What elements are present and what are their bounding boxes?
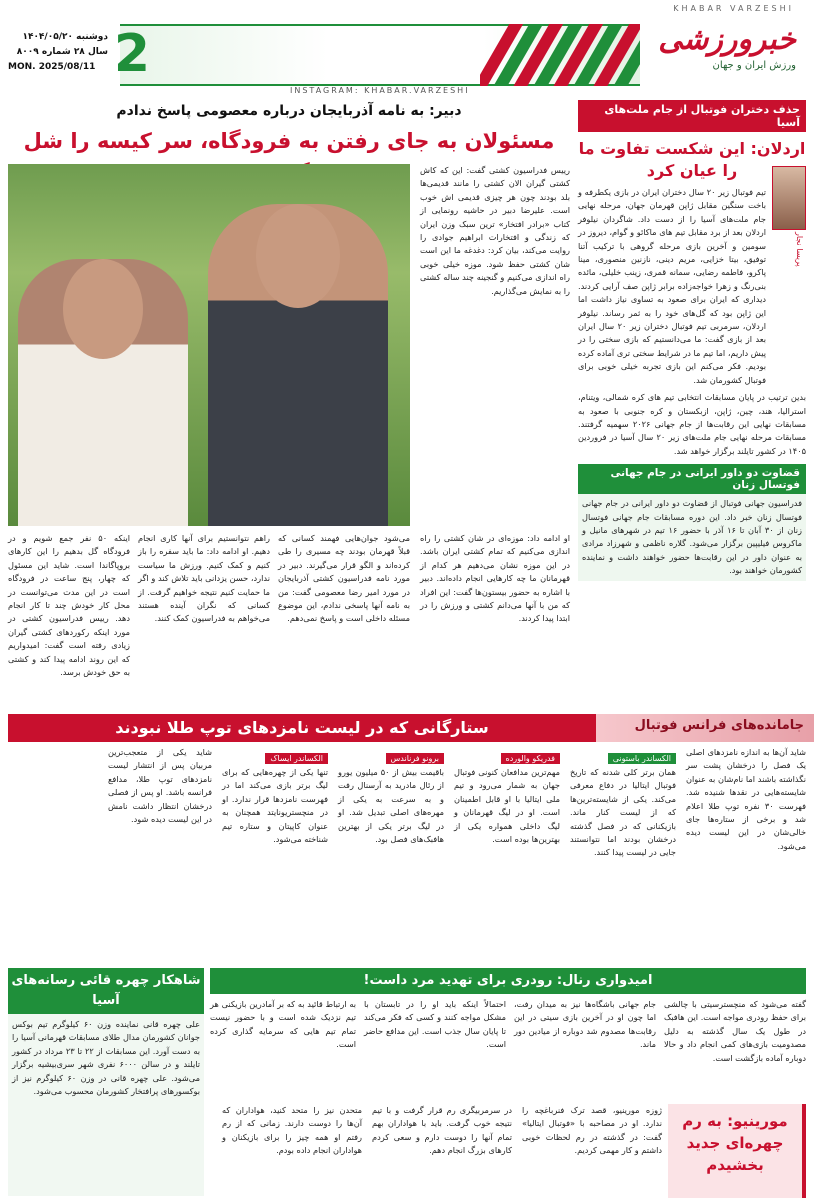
mourinho-col-3: متحدن نیز را متحد کنید، هواداران که آن‌ها را دوست دارند. زمانی که از رم رفتم او همه چیز را برای بازیکنان و هواداران انجام داده بودم. xyxy=(222,1105,362,1156)
masthead-stripes xyxy=(480,24,640,86)
boxing-title[interactable]: شاهکار چهره قائی رسانه‌های آسیا xyxy=(8,968,204,1014)
wrestling-headline[interactable]: مسئولان به جای رفتن به فرودگاه، سر کیسه را شل xyxy=(23,129,555,153)
boxing-box xyxy=(8,968,204,1198)
boxing-body: علی چهره قانی نماینده وزن ۶۰ کیلوگرم تیم بوکس جوانان کشورمان مدال طلای مسابقات قهرمانی آسیا را به دست آورد. این مسابقات از ۲۲ تا ۲۳ مرداد در کشور تایلند و در سالن ۶۰۰۰ نفری شهر سری‌بیشیه برگزار می‌شود. علی چهره قانی در وزن ۶۰ کیلوگرم نیز از بوکسورهای پرافتخار کشورمان محسوب می‌شود. xyxy=(8,1014,204,1196)
ballon-col-3-wrap xyxy=(454,746,560,846)
tag-bruno: برونو فرناندس xyxy=(386,753,445,764)
wrestling-col-5: اینکه ۵۰ نفر جمع شویم و در فرودگاه گل بدهیم را این کارهای بروپاگاندا است. شاید این مسئول که چهار، پنج ساعت در فرودگاه است در این مدت می‌توانست در محل کار خودش چند تا کار انجام دهد. رییس فدراسیون کشتی در مورد اینکه رکوردهای کشتی گیران زیادی رفته است گفت: امیدواریم که این روند ادامه پیدا کند و کشتی به حق خودش برسد. xyxy=(8,533,130,678)
ballon-dor-banner xyxy=(0,714,814,742)
logo-text: خبرورزشی xyxy=(658,22,796,57)
ballon-col-3: مهم‌ترین مدافعان کنونی فوتبال جهان به شمار می‌رود و تیم ملی ایتالیا با او قابل اطمینان است. او در لیگ قهرمانان و لیگ داخلی همواره یکی از بهترین‌ها بوده است. xyxy=(454,767,560,845)
person-right xyxy=(208,204,388,526)
mourinho-col-1: ژوزه مورینیو، قصد ترک فنرباغچه را ندارد. او در مصاحبه با «فوتبال ایتالیا» گفت: در گذشته در رم لحظات خوبی داشتم و کار مهمی کردیم. xyxy=(522,1105,662,1156)
logo-latin: KHABAR VARZESHI xyxy=(673,4,794,13)
tag-valverde: فدریکو والورده xyxy=(501,753,560,764)
wrestling-col-3: می‌شود جوان‌هایی فهمند کسانی که قبلاً قهرمان بودند چه مسیری را طی کرده‌اند و الگو قرار می‌گیرند. دبیر در مورد نامه فدراسیون کشتی آذربایجان در مورد امیر رضا معصومی گفت: من به نامه آنها پاسخی ندادم، این موضوع مسئله داخلی است و پاسخ نمی‌دهم. xyxy=(278,533,410,624)
masthead xyxy=(0,0,814,100)
rodri-col-1: گفته می‌شود که منچسترسیتی با چالشی برای حفظ رودری مواجه است. این هافبک در طول یک سال گذشته به دلیل مصدومیت بازی‌های کمی انجام داد و حالا دوباره آماده بازگشت است. xyxy=(664,999,806,1063)
asia-cup-body-2: بدین ترتیب در پایان مسابقات انتخابی تیم های کره شمالی، ویتنام، استرالیا، هند، چین، ژاپن، ازبکستان و کره جنوبی با صعود به مسابقات نهایی این رقابت‌ها از جام جهانی ۲۰۲۶ سهمیه گرفتند. مسابقات مرحله نهایی جام ملت‌های زیر ۲۰ سال آسیا در فروردین ۱۴۰۵ در کشور تایلند برگزار خواهد شد. xyxy=(578,392,806,456)
wrestling-col-4: راهم نتوانستیم برای آنها کاری انجام دهیم. او ادامه داد: ما باید سفره را باز کنیم و کمک کنیم. ورزش ما سیاست ندارد، حسن یزدانی باید تلاش کند و اگر ما حمایت کنیم نتیجه خواهیم گرفت. از کسانی که نگران آینده هستند می‌خواهم به فدراسیون کمک کنند. xyxy=(138,533,270,624)
wrestling-col-1: رییس فدراسیون کشتی گفت: این که کاش کشتی گیران الان کشتی را مانند قدیمی‌ها بلد بودند چون هر چیزی قدیمی اش خوب است. علیرضا دبیر در حاشیه رونمایی از کتاب «برادر افتخار» ترین سبک وزن ایران که زندگی و افتخارات ابراهیم جوادی را روایت می‌کند، بیان کرد: دغدغه ما این است شان کشتی حفظ شود. موزه خیلی خوبی راه اندازی می‌کنیم و گنجینه چند ساله کشتی را به نمایش می‌گذاریم. xyxy=(420,165,570,296)
ballon-col-5: تنها یکی از چهره‌هایی که برای لیگ برتر بازی می‌کند اما در فهرست نامزدها قرار ندارد. او در منچستریونایتد همچنان به عنوان کاپیتان و ستاره تیم شناخته می‌شود. xyxy=(222,767,328,845)
date-fa: دوشنبه ۱۴۰۴/۰۵/۲۰ xyxy=(22,32,108,42)
mourinho-article xyxy=(212,1104,662,1198)
byline-photo xyxy=(772,166,806,230)
byline-name: پریسا نجار xyxy=(795,232,804,267)
ballon-dor-kicker: جامانده‌های فرانس فوتبال xyxy=(596,714,814,742)
futsal-referees-title[interactable]: قضاوت دو داور ایرانی در جام جهانی فوتسال زنان xyxy=(578,464,806,494)
mourinho-title[interactable]: مورینیو: به رم چهره‌ای جدید بخشیدم xyxy=(682,1112,788,1174)
asia-cup-headline[interactable]: اردلان: این شکست تفاوت ما را عیان کرد xyxy=(578,139,806,180)
rodri-headline[interactable]: امیدواری رنال: رودری برای تهدید مرد داست! xyxy=(210,968,806,994)
wrestlers-photo xyxy=(8,164,410,526)
asia-cup-body: تیم فوتبال زیر ۲۰ سال دختران ایران در بازی یکطرفه و باخت سنگین مقابل ژاپن قهرمان جهان، مرحله نهایی جام ملت‌های آسیا را از دست داد. شاگردان نیلوفر اردلان بعد از برد مقابل تیم های ماکائو و گوام، دیروز در سومین و آخرین بازی مرحله گروهی با ترکیب آتنا توفیق، بیتا خزایی، مریم دینی، نازنین منصوری، مینا پاکرو، فاطمه رضایی، سمانه قمری، زینب خلیلی، مائده بنی‌رنگ و زهرا خواجه‌زاده برابر ژاپن صف آرایی کردند. دیداری که ایران برای صعود به تساوی نیاز داشت اما این ژاپن بود که گل‌های خود را به ثمر رساند. نیلوفر اردلان، سرمربی تیم فوتبال دختران زیر ۲۰ سال ایران بعد از بازی گفت: ما می‌دانستیم که بازی سختی را در پیش داریم، اما تیم ما در شرایط سختی تری آماده کرده بودیم. فکر می‌کنم این بازی تجربه خیلی خوبی برای فوتبال کشورمان شد. xyxy=(578,187,767,385)
rodri-col-3: احتمالاً اینکه باید او را در تابستان با مشکل مواجه کنند و کسی که فکر می‌کند تا پایان سال جذب است. این مدافع حاضر است. xyxy=(364,999,506,1050)
issue-fa: سال ۲۸ شماره ۸۰۰۹ xyxy=(16,47,108,57)
ballon-dor-article xyxy=(8,746,806,962)
ballon-col-2-wrap xyxy=(570,746,676,860)
tag-bastoni: الکساندر باستونی xyxy=(608,753,676,764)
ballon-col-6: شاید یکی از متعجب‌ترین مربیان پس از انتشار لیست نامزدهای توپ طلا، مدافع فرانسه باشد. او پس از فصلی درخشان انتظار داشت نامش در این لیست دیده شود. xyxy=(108,747,212,825)
person-left xyxy=(18,259,188,526)
page-number: 2 xyxy=(113,24,151,84)
ballon-col-1: شاید آن‌ها به اندازه نامزدهای اصلی یک فصل را درخشان پشت سر نگذاشته باشند اما نام‌شان به عنوان شایسته‌هایی در نقدها شنیده شد. فهرست ۳۰ نفره توپ طلا اعلام شد و برخی از ستاره‌ها جای خالی‌شان در این لیست دیده می‌شود. xyxy=(686,747,806,851)
rodri-col-4: به ارتباط قائید به که بر آمادرین بازیکنی هر تیم نزدیک شده است و با حضور نیست تمام تیم هایی که سرمایه گذاری کرده است. xyxy=(210,999,356,1050)
mourinho-col-2: در سرمربیگری رم قرار گرفت و با تیم نتیجه خوب گرفت. باید با هواداران بهم تمام آنها را دوست دارم و سعی کردم کارهای بزرگ انجام دهم. xyxy=(372,1105,512,1156)
wrestling-deck: دبیر: به نامه آذربایجان درباره معصومی پاسخ ندادم xyxy=(116,103,462,119)
rodri-article xyxy=(210,998,806,1098)
tag-isak: الکساندر ایساک xyxy=(265,753,328,764)
instagram-handle[interactable]: INSTAGRAM: KHABAR.VARZESHI xyxy=(290,86,470,95)
rodri-col-2: جام جهانی باشگاه‌ها نیز به میدان رفت، اما چون او در آخرین بازی سیتی در این رقابت‌ها مصدوم شد دوباره از میادین دور ماند. xyxy=(514,999,656,1050)
newspaper-logo[interactable] xyxy=(631,18,796,78)
ballon-col-5-wrap xyxy=(222,746,328,846)
asia-cup-kicker: حذف دختران فوتبال از جام ملت‌های آسیا xyxy=(578,100,806,132)
ballon-col-2: همان برتر کلی شدنه که تاریخ فوتبال ایتالیا در دفاع معرفی می‌کند. یکی از شایسته‌ترین‌ها که از لیست کنار ماند. بازیکنانی که در فصل گذشته درخشان بودند اما نتوانستند جایی در لیست پیدا کنند. xyxy=(570,767,676,858)
date-en: MON. 2025/08/11 xyxy=(8,62,96,72)
futsal-referees-body: فدراسیون جهانی فوتبال از قضاوت دو داور ایرانی در جام جهانی فوتسال زنان خبر داد. این دوره مسابقات جام جهانی فوتسال زنان از ۳۰ آبان تا ۱۶ آذر با حضور ۱۶ تیم در شهرهای مانیل و ماکروس فیلیپین برگزار می‌شود. گلاره ناظمی و شهرزاد مرادی به عنوان داور در این رقابت‌ها حضور خواهند داشت و نماینده کشورمان خواهند بود. xyxy=(578,494,806,580)
issue-date-box xyxy=(8,30,108,75)
wrestling-article xyxy=(8,100,570,712)
asia-cup-article xyxy=(578,100,806,712)
wrestling-col-2: او ادامه داد: موزه‌ای در شان کشتی را راه اندازی می‌کنیم که تمام کشتی ایران باشد. در این موزه نشان می‌دهیم هر کدام از قهرمانان ما چه کارهایی انجام داده‌اند. دبیر با اشاره به حضور بیستون‌ها گفت: این افراد که من با آنها می‌دانم کشتی و ورزش را در ابتدا پیدا کردند. xyxy=(420,533,570,624)
ballon-col-4: باقیمت بیش از ۵۰ میلیون یورو از رئال مادرید به آرسنال رفت و به سرعت به یکی از مهره‌های اصلی تبدیل شد. او در لیگ برتر یکی از بهترین هافبک‌های فصل بود. xyxy=(338,767,445,845)
ballon-dor-headline[interactable]: ستارگانی که در لیست نامزدهای توپ طلا نبودند xyxy=(8,714,596,742)
logo-subtitle: ورزش ایران و جهان xyxy=(712,60,796,71)
ballon-col-4-wrap xyxy=(338,746,444,846)
mourinho-box xyxy=(668,1104,806,1198)
